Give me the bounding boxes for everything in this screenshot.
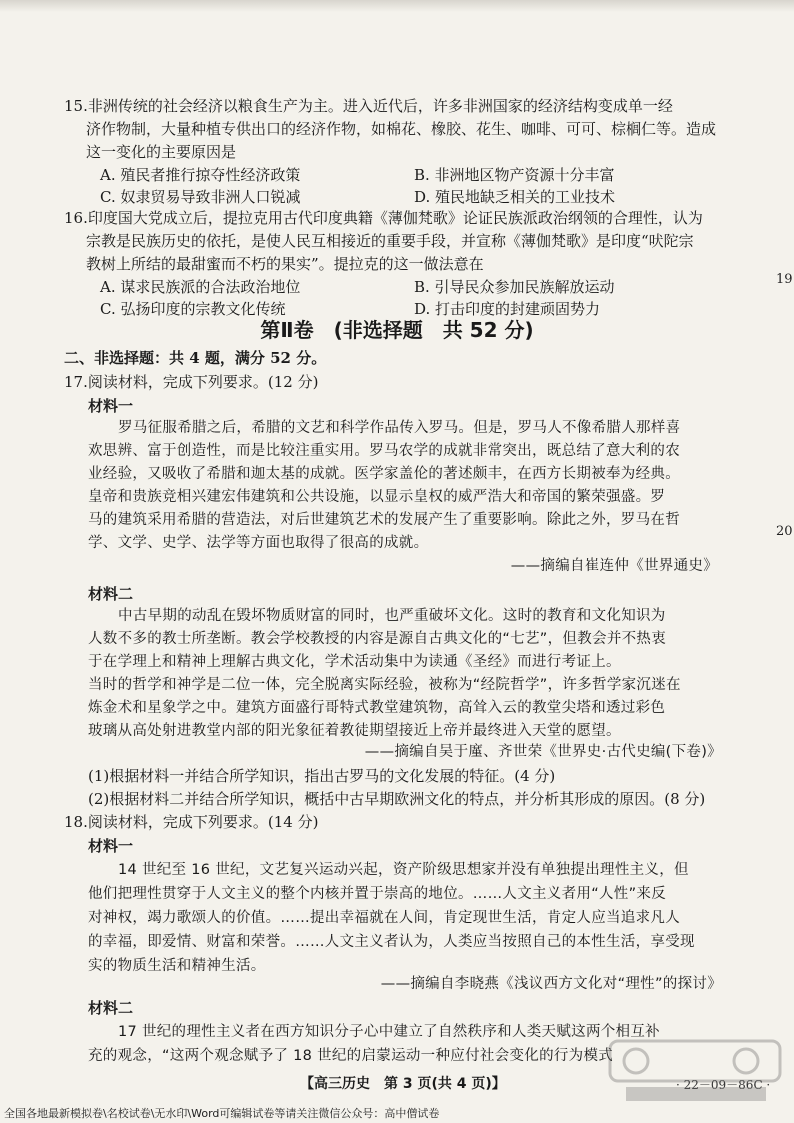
q17-m1-line-2: 欢思辨、富于创造性，而是比较注重实用。罗马农学的成就非常突出，既总结了意大利的农 — [88, 443, 680, 459]
q17-m2-line-1: 中古早期的动乱在毁坏物质财富的同时，也严重破坏文化。这时的教育和文化知识为 — [118, 608, 666, 624]
q17-header: 17.阅读材料，完成下列要求。(12 分) — [64, 373, 319, 391]
q17-m2-line-6: 玻璃从高处射进教堂内部的阳光象征着教徒期望接近上帝并最终进入天堂的愿望。 — [88, 723, 621, 739]
q18-m1-source: ——摘编自李晓燕《浅议西方文化对“理性”的探讨》 — [380, 976, 722, 992]
q17-m2-line-3: 于在学理上和精神上理解古典文化，学术活动集中为读通《圣经》而进行考证上。 — [88, 654, 621, 670]
q16-line-3: 教树上所结的最甜蜜而不朽的果实”。提拉克的这一做法意在 — [86, 255, 484, 273]
q15-line-2: 济作物制，大量种植专供出口的经济作物，如棉花、橡胶、花生、咖啡、可可、棕榈仁等。造成 — [86, 120, 717, 138]
exam-code: · 22－09－86C · — [676, 1078, 771, 1092]
margin-mark-19: 19 — [776, 272, 793, 287]
q18-m1-line-2: 他们把理性贯穿于人文主义的整个内核并置于崇高的地位。……人文主义者用“人性”来反 — [88, 886, 667, 902]
q17-m1-line-1: 罗马征服希腊之后，希腊的文艺和科学作品传入罗马。但是，罗马人不像希腊人那样喜 — [118, 420, 681, 436]
bottom-watermark: 全国各地最新模拟卷\名校试卷\无水印\Word可编辑试卷等请关注微信公众号：高中僧试卷 — [4, 1107, 440, 1120]
q17-material-1-label: 材料一 — [88, 397, 134, 415]
part-header: 二、非选择题：共 4 题，满分 52 分。 — [64, 349, 327, 367]
q15-option-c: C. 奴隶贸易导致非洲人口锐减 — [100, 188, 301, 206]
section-title: 第Ⅱ卷 (非选择题 共 52 分) — [260, 318, 534, 342]
q18-m1-line-5: 实的物质生活和精神生活。 — [88, 958, 266, 974]
q17-m2-line-2: 人数不多的教士所垄断。教会学校教授的内容是源自古典文化的“七艺”，但教会并不热衷 — [88, 631, 667, 647]
q15-option-d: D. 殖民地缺乏相关的工业技术 — [414, 188, 616, 206]
q16-option-a: A. 谋求民族派的合法政治地位 — [100, 278, 301, 296]
q17-ask-2: (2)根据材料二并结合所学知识，概括中古早期欧洲文化的特点，并分析其形成的原因。(8 分) — [88, 790, 706, 808]
q16-option-b: B. 引导民众参加民族解放运动 — [414, 278, 615, 296]
q16-line-1: 16.印度国大党成立后，提拉克用古代印度典籍《薄伽梵歌》论证民族派政治纲领的合理性，认为 — [64, 209, 703, 227]
q18-m1-line-1: 14 世纪至 16 世纪，文艺复兴运动兴起，资产阶级思想家并没有单独提出理性主义，但 — [118, 862, 689, 878]
q18-material-2-label: 材料二 — [88, 999, 134, 1017]
q17-m2-source: ——摘编自吴于廑、齐世荣《世界史·古代史编(下卷)》 — [364, 744, 722, 760]
page-footer: 【高三历史 第 3 页(共 4 页)】 — [300, 1076, 506, 1092]
q17-material-2-label: 材料二 — [88, 585, 134, 603]
q15-line-3: 这一变化的主要原因是 — [86, 143, 237, 161]
q17-m1-line-4: 皇帝和贵族竞相兴建宏伟建筑和公共设施，以显示皇权的威严浩大和帝国的繁荣强盛。罗 — [88, 489, 666, 505]
q16-option-c: C. 弘扬印度的宗教文化传统 — [100, 300, 286, 318]
q17-ask-1: (1)根据材料一并结合所学知识，指出古罗马的文化发展的特征。(4 分) — [88, 767, 556, 785]
scan-edge — [0, 0, 794, 12]
q17-m1-line-5: 马的建筑采用希腊的营造法，对后世建筑艺术的发展产生了重要影响。除此之外，罗马在哲 — [88, 512, 680, 528]
q18-m1-line-3: 对神权，竭力歌颂人的价值。……提出幸福就在人间，肯定现世生活，肯定人应当追求凡人 — [88, 910, 680, 926]
q18-m2-line-1: 17 世纪的理性主义者在西方知识分子心中建立了自然秩序和人类天赋这两个相互补 — [118, 1024, 660, 1040]
q16-option-d: D. 打击印度的封建顽固势力 — [414, 300, 601, 318]
site-logo — [606, 1035, 786, 1105]
q15-option-a: A. 殖民者推行掠夺性经济政策 — [100, 166, 301, 184]
q18-m2-line-2: 充的观念，“这两个观念赋予了 18 世纪的启蒙运动一种应付社会变化的行为模式 — [88, 1048, 614, 1064]
q17-m1-line-3: 业经验，又吸收了希腊和迦太基的成就。医学家盖伦的著述颇丰，在西方长期被奉为经典。 — [88, 466, 680, 482]
margin-mark-20: 20 — [776, 524, 793, 539]
q18-material-1-label: 材料一 — [88, 837, 134, 855]
q17-m2-line-5: 炼金术和星象学之中。建筑方面盛行哥特式教堂建筑物，高耸入云的教堂尖塔和透过彩色 — [88, 700, 666, 716]
q18-m1-line-4: 的幸福，即爱情、财富和荣誉。……人文主义者认为，人类应当按照自己的本性生活，享受现 — [88, 934, 695, 950]
q16-line-2: 宗教是民族历史的依托，是使人民互相接近的重要手段，并宣称《薄伽梵歌》是印度“吠陀宗 — [86, 232, 694, 250]
q15-option-b: B. 非洲地区物产资源十分丰富 — [414, 166, 615, 184]
q18-header: 18.阅读材料，完成下列要求。(14 分) — [64, 813, 319, 831]
q17-m2-line-4: 当时的哲学和神学是二位一体，完全脱离实际经验，被称为“经院哲学”，许多哲学家沉迷在 — [88, 677, 681, 693]
q17-m1-source: ——摘编自崔连仲《世界通史》 — [510, 558, 718, 574]
q17-m1-line-6: 学、文学、史学、法学等方面也取得了很高的成就。 — [88, 535, 429, 551]
q15-line-1: 15.非洲传统的社会经济以粮食生产为主。进入近代后，许多非洲国家的经济结构变成单一经 — [64, 97, 673, 115]
